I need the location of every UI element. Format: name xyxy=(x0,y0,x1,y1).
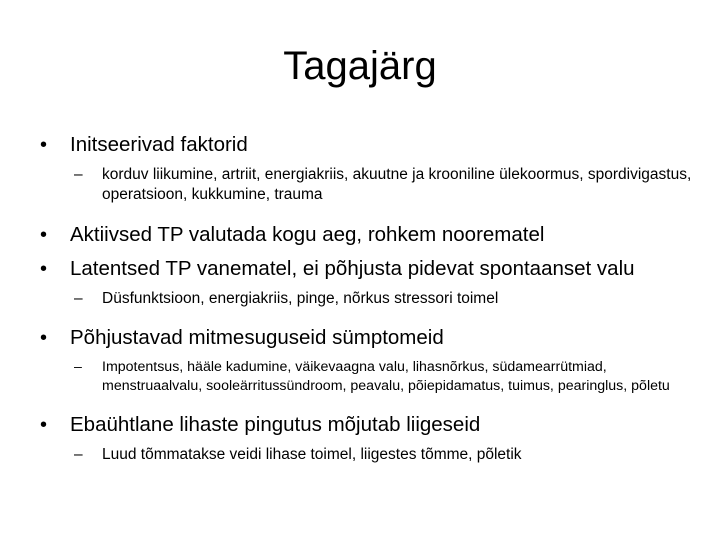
bullet-item xyxy=(30,254,710,284)
dash-icon: – xyxy=(74,290,83,307)
sub-bullet-text: Luud tõmmatakse veidi lihase toimel, liigestes tõmme, põletik xyxy=(102,446,522,463)
dash-icon: – xyxy=(74,446,83,463)
sub-bullet-text: Impotentsus, hääle kadumine, väikevaagna valu, lihasnõrkus, südamearrütmiad, menstruaalvalu, sooleärritussündroom, peavalu, põiepidamatus, tuimus, pearinglus, põletu xyxy=(102,359,670,394)
bullet-text: Initseerivad faktorid xyxy=(70,133,248,156)
bullet-text: Latentsed TP vanematel, ei põhjusta pidevat spontaanset valu xyxy=(70,257,635,280)
dash-icon: – xyxy=(74,166,83,183)
bullet-item xyxy=(30,220,710,250)
bullet-icon: • xyxy=(40,414,48,436)
dash-icon: – xyxy=(74,359,82,375)
bullet-icon: • xyxy=(40,224,48,246)
bullet-icon: • xyxy=(40,134,48,156)
bullet-item xyxy=(30,323,710,353)
bullet-text: Aktiivsed TP valutada kogu aeg, rohkem noorematel xyxy=(70,223,545,246)
sub-bullet-item xyxy=(30,445,710,465)
sub-bullet-text: Düsfunktsioon, energiakriis, pinge, nõrkus stressori toimel xyxy=(102,290,499,307)
slide-body xyxy=(30,130,710,465)
sub-bullet-text: korduv liikumine, artriit, energiakriis, akuutne ja krooniline ülekoormus, spordivigastus, operatsioon, kukkumine, trauma xyxy=(102,166,692,203)
bullet-text: Ebaühtlane lihaste pingutus mõjutab liigeseid xyxy=(70,413,481,436)
bullet-item xyxy=(30,410,710,440)
bullet-icon: • xyxy=(40,258,48,280)
bullet-item xyxy=(30,130,710,160)
bullet-icon: • xyxy=(40,327,48,349)
sub-bullet-item xyxy=(30,165,710,205)
slide-title: Tagajärg xyxy=(283,44,437,88)
bullet-text: Põhjustavad mitmesuguseid sümptomeid xyxy=(70,326,444,349)
sub-bullet-item xyxy=(30,289,710,309)
sub-bullet-item xyxy=(30,358,710,396)
